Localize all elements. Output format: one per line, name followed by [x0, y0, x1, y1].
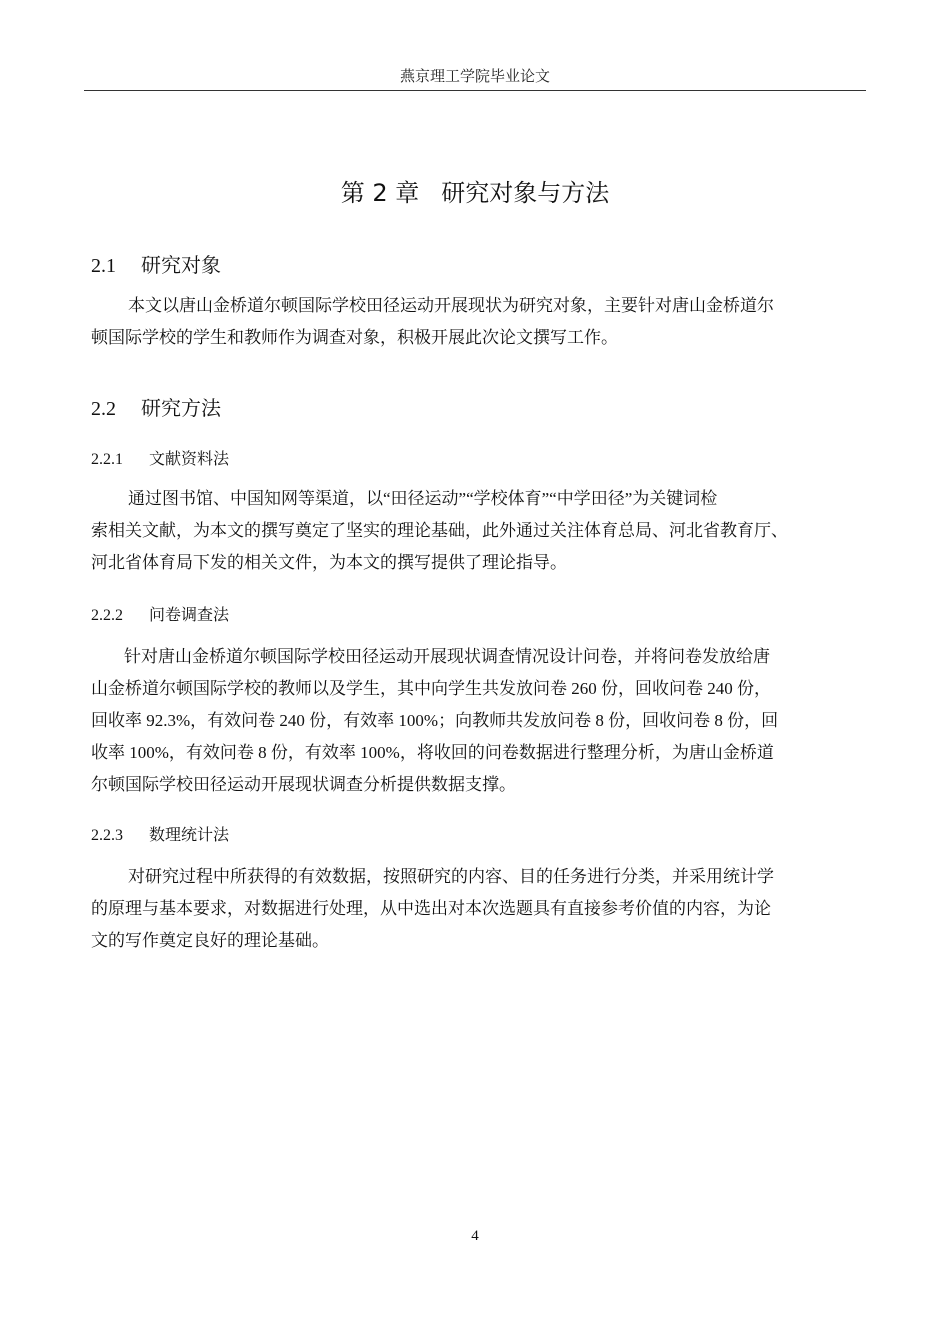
section-number: 2.1	[91, 255, 116, 277]
section-heading-2-1	[91, 251, 221, 280]
subsection-title: 数理统计法	[149, 825, 230, 844]
text-line: 河北省体育局下发的相关文件，为本文的撰写提供了理论指导。	[91, 553, 567, 572]
chapter-name: 研究对象与方法	[441, 179, 610, 207]
subsection-number: 2.2.1	[91, 451, 123, 468]
text-line: 通过图书馆、中国知网等渠道，以“田径运动”“学校体育”“中学田径”为关键词检	[128, 489, 718, 508]
subsection-heading-2-2-2	[91, 603, 229, 628]
text-line: 顿国际学校的学生和教师作为调查对象，积极开展此次论文撰写工作。	[91, 328, 618, 347]
text-line: 针对唐山金桥道尔顿国际学校田径运动开展现状调查情况设计问卷，并将问卷发放给唐	[124, 647, 770, 666]
paragraph-questionnaire-method	[91, 641, 866, 801]
subsection-title: 问卷调查法	[149, 605, 230, 624]
subsection-number: 2.2.3	[91, 827, 123, 844]
subsection-heading-2-2-1	[91, 447, 229, 472]
text-line: 收率 100%，有效问卷 8 份，有效率 100%，将收回的问卷数据进行整理分析，为唐山金桥道	[91, 743, 774, 762]
text-line: 的原理与基本要求，对数据进行处理，从中选出对本次选题具有直接参考价值的内容，为论	[91, 899, 771, 918]
text-line: 山金桥道尔顿国际学校的教师以及学生，其中向学生共发放问卷 260 份，回收问卷 240 份，	[91, 679, 771, 698]
paragraph-statistics-method	[91, 861, 866, 957]
paragraph-research-object	[91, 290, 866, 354]
text-line: 回收率 92.3%，有效问卷 240 份，有效率 100%；向教师共发放问卷 8 份，回收问卷 8 份，回	[91, 711, 779, 730]
paragraph-literature-method	[91, 483, 866, 579]
chapter-title	[84, 176, 866, 210]
header-rule	[84, 90, 866, 91]
running-header: 燕京理工学院毕业论文	[399, 69, 550, 85]
text-line: 对研究过程中所获得的有效数据，按照研究的内容、目的任务进行分类，并采用统计学	[128, 867, 774, 886]
section-title: 研究对象	[141, 253, 221, 277]
text-line: 索相关文献，为本文的撰写奠定了坚实的理论基础，此外通过关注体育总局、河北省教育厅、	[91, 521, 788, 540]
text-line: 本文以唐山金桥道尔顿国际学校田径运动开展现状为研究对象，主要针对唐山金桥道尔	[128, 296, 774, 315]
section-heading-2-2	[91, 394, 221, 423]
subsection-heading-2-2-3	[91, 823, 229, 848]
subsection-number: 2.2.2	[91, 607, 123, 624]
text-line: 尔顿国际学校田径运动开展现状调查分析提供数据支撑。	[91, 775, 516, 794]
section-title: 研究方法	[141, 396, 221, 420]
section-number: 2.2	[91, 398, 116, 420]
text-line: 文的写作奠定良好的理论基础。	[91, 931, 329, 950]
page-number: 4	[471, 1228, 479, 1244]
chapter-number: 第 2 章	[340, 179, 420, 207]
subsection-title: 文献资料法	[149, 449, 230, 468]
